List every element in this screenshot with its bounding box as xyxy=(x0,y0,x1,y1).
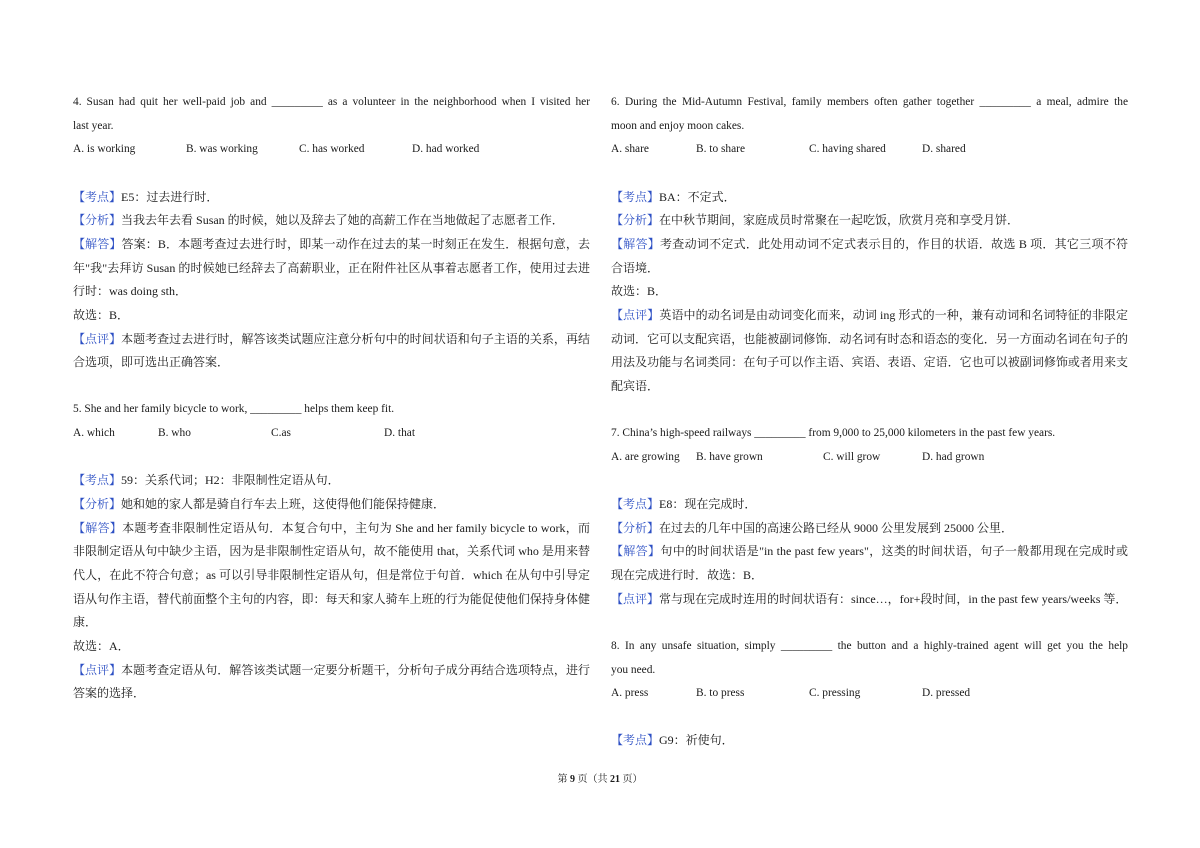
question-6 xyxy=(611,91,1128,398)
analysis-line: 康． xyxy=(73,615,98,630)
analysis-fenxi xyxy=(611,517,1128,541)
analysis-line: 现在完成进行时．故选：B． xyxy=(611,567,764,582)
answer-line: 故选：A． xyxy=(73,638,130,653)
question-stem-line: 4. Susan had quit her well-paid job and _________ as a volunteer in the neighborhood when I visited her xyxy=(73,96,590,109)
analysis-label: 【点评】 xyxy=(611,307,660,322)
option-b: B. have grown xyxy=(696,450,763,463)
analysis-label: 【解答】 xyxy=(611,544,661,559)
question-stem-line: last year. xyxy=(73,119,114,132)
analysis-dianping xyxy=(611,588,1128,612)
analysis-label: 【分析】 xyxy=(611,520,660,535)
question-stem-line: 7. China’s high-speed railways _________ from 9,000 to 25,000 kilometers in the past few years. xyxy=(611,427,1056,440)
spacer xyxy=(611,398,1128,422)
analysis-line: 合语境． xyxy=(611,260,660,275)
analysis-kaodian xyxy=(611,493,1128,517)
analysis-label: 【考点】 xyxy=(73,189,122,204)
options-row xyxy=(73,422,590,446)
question-stem-line: you need. xyxy=(611,663,656,676)
analysis-label: 【分析】 xyxy=(73,213,122,228)
left-column xyxy=(73,91,590,706)
option-b: B. to share xyxy=(696,143,746,156)
option-a: A. are growing xyxy=(611,450,680,463)
question-stem-line: 6. During the Mid-Autumn Festival, family members often gather together _________ a meal, admire the xyxy=(611,96,1128,109)
option-c: C. has worked xyxy=(299,143,365,156)
question-stem-line: 8. In any unsafe situation, simply _________ the button and a highly-trained agent will get you the help xyxy=(611,639,1128,652)
analysis-text: 本题考查定语从句．解答该类试题一定要分析题干，分析句子成分再结合选项特点，进行 xyxy=(121,662,590,677)
analysis-kaodian xyxy=(73,469,590,493)
analysis-jieda xyxy=(611,540,1128,564)
footer-middle: 页（共 xyxy=(575,774,610,785)
option-b: B. who xyxy=(158,427,191,440)
analysis-label: 【考点】 xyxy=(611,497,660,512)
analysis-kaodian xyxy=(611,729,1128,753)
right-column xyxy=(611,91,1128,753)
spacer xyxy=(611,706,1128,730)
analysis-line: 行时：was doing sth． xyxy=(73,284,188,299)
options-row xyxy=(611,682,1128,706)
analysis-jieda xyxy=(611,233,1128,257)
option-b: B. to press xyxy=(696,687,745,700)
question-stem-line: moon and enjoy moon cakes. xyxy=(611,119,745,132)
option-c: C. pressing xyxy=(809,687,861,700)
analysis-text: 本题考查过去进行时，解答该类试题应注意分析句中的时间状语和句子主语的关系，再结 xyxy=(121,331,590,346)
analysis-text: 她和她的家人都是骑自行车去上班，这使得他们能保持健康． xyxy=(121,497,446,512)
question-7 xyxy=(611,422,1128,611)
analysis-text: E5：过去进行时． xyxy=(121,189,219,204)
analysis-text: 句中的时间状语是"in the past few years"，这类的时间状语，句子一般都用现在完成时或 xyxy=(660,544,1128,559)
analysis-line: 非限制定语从句中缺少主语，因为是非限制性定语从句，故不能使用 that，关系代词 who 是用来替 xyxy=(73,544,590,559)
analysis-label: 【考点】 xyxy=(611,189,660,204)
option-a: A. is working xyxy=(73,143,136,156)
analysis-kaodian xyxy=(611,186,1128,210)
question-8 xyxy=(611,635,1128,753)
options-row xyxy=(73,138,590,162)
options-row xyxy=(611,446,1128,470)
spacer xyxy=(611,469,1128,493)
analysis-label: 【点评】 xyxy=(73,331,122,346)
analysis-line: 代人，在此不符合句意；as 可以引导非限制性定语从句，但是常位于句首．which 在从句中引导定 xyxy=(73,567,590,582)
page-footer xyxy=(0,771,1200,789)
spacer xyxy=(73,446,590,470)
analysis-dianping xyxy=(611,304,1128,328)
spacer xyxy=(73,162,590,186)
analysis-label: 【分析】 xyxy=(73,497,122,512)
analysis-text: E8：现在完成时． xyxy=(659,497,757,512)
option-a: A. share xyxy=(611,143,649,156)
analysis-text: 答案：B．本题考查过去进行时，即某一动作在过去的某一时刻正在发生．根据句意，去 xyxy=(121,236,590,251)
footer-suffix: 页） xyxy=(620,774,643,785)
analysis-line: 年"我"去拜访 Susan 的时候她已经辞去了高薪职业，正在附件社区从事着志愿者工作，使用过去进 xyxy=(73,260,590,275)
footer-current-page: 9 xyxy=(570,774,575,785)
analysis-jieda xyxy=(73,233,590,257)
analysis-kaodian xyxy=(73,186,590,210)
analysis-text: 在中秋节期间，家庭成员时常聚在一起吃饭，欣赏月亮和享受月饼． xyxy=(659,213,1020,228)
question-4 xyxy=(73,91,590,375)
analysis-label: 【解答】 xyxy=(611,236,661,251)
analysis-jieda xyxy=(73,517,590,541)
option-d: D. shared xyxy=(922,143,966,156)
option-b: B. was working xyxy=(186,143,258,156)
analysis-text: BA：不定式． xyxy=(659,189,736,204)
analysis-text: 在过去的几年中国的高速公路已经从 9000 公里发展到 25000 公里． xyxy=(659,520,1014,535)
analysis-fenxi xyxy=(611,209,1128,233)
analysis-dianping xyxy=(73,659,590,683)
option-d: D. pressed xyxy=(922,687,971,700)
analysis-text: G9：祈使句． xyxy=(659,733,734,748)
analysis-label: 【考点】 xyxy=(73,473,122,488)
option-a: A. which xyxy=(73,427,115,440)
spacer xyxy=(611,162,1128,186)
analysis-text: 本题考查非限制性定语从句．本复合句中，主句为 She and her family bicycle to work，而 xyxy=(122,520,590,535)
analysis-fenxi xyxy=(73,493,590,517)
analysis-line: 合选项，即可选出正确答案． xyxy=(73,355,230,370)
option-d: D. had grown xyxy=(922,450,985,463)
analysis-line: 答案的选择． xyxy=(73,686,146,701)
spacer xyxy=(611,611,1128,635)
option-a: A. press xyxy=(611,687,649,700)
option-d: D. that xyxy=(384,427,416,440)
answer-line: 故选：B． xyxy=(611,284,668,299)
option-c: C. will grow xyxy=(823,450,881,463)
footer-prefix: 第 xyxy=(557,774,570,785)
analysis-text: 常与现在完成时连用的时间状语有：since…，for+段时间，in the past few years/weeks 等． xyxy=(659,591,1128,606)
option-d: D. had worked xyxy=(412,143,480,156)
analysis-fenxi xyxy=(73,209,590,233)
analysis-label: 【点评】 xyxy=(611,591,660,606)
analysis-label: 【解答】 xyxy=(73,520,123,535)
analysis-text: 考查动词不定式．此处用动词不定式表示目的，作目的状语．故选 B 项．其它三项不符 xyxy=(660,236,1128,251)
option-c: C. having shared xyxy=(809,143,886,156)
analysis-text: 59：关系代词；H2：非限制性定语从句． xyxy=(121,473,340,488)
analysis-text: 英语中的动名词是由动词变化而来，动词 ing 形式的一种，兼有动词和名词特征的非限定 xyxy=(659,307,1128,322)
footer-total-pages: 21 xyxy=(610,774,620,785)
analysis-text: 当我去年去看 Susan 的时候，她以及辞去了她的高薪工作在当地做起了志愿者工作． xyxy=(121,213,564,228)
analysis-line: 动词．它可以支配宾语，也能被副词修饰．动名词有时态和语态的变化．另一方面动名词在句子的 xyxy=(611,331,1128,346)
analysis-line: 语从句作主语，替代前面整个主句的内容，即：每天和家人骑车上班的行为能促使他们保持身体健 xyxy=(73,591,590,606)
spacer xyxy=(73,375,590,399)
analysis-label: 【解答】 xyxy=(73,236,122,251)
analysis-line: 配宾语． xyxy=(611,378,660,393)
analysis-line: 用法及功能与名词类同：在句子可以作主语、宾语、表语、定语．它也可以被副词修饰或者用来支 xyxy=(611,355,1128,370)
question-5 xyxy=(73,398,590,705)
analysis-dianping xyxy=(73,328,590,352)
analysis-label: 【点评】 xyxy=(73,662,122,677)
options-row xyxy=(611,138,1128,162)
question-stem-line: 5. She and her family bicycle to work, _________ helps them keep fit. xyxy=(73,403,395,416)
analysis-label: 【分析】 xyxy=(611,213,660,228)
answer-line: 故选：B． xyxy=(73,307,130,322)
analysis-label: 【考点】 xyxy=(611,733,660,748)
option-c: C.as xyxy=(271,427,291,440)
